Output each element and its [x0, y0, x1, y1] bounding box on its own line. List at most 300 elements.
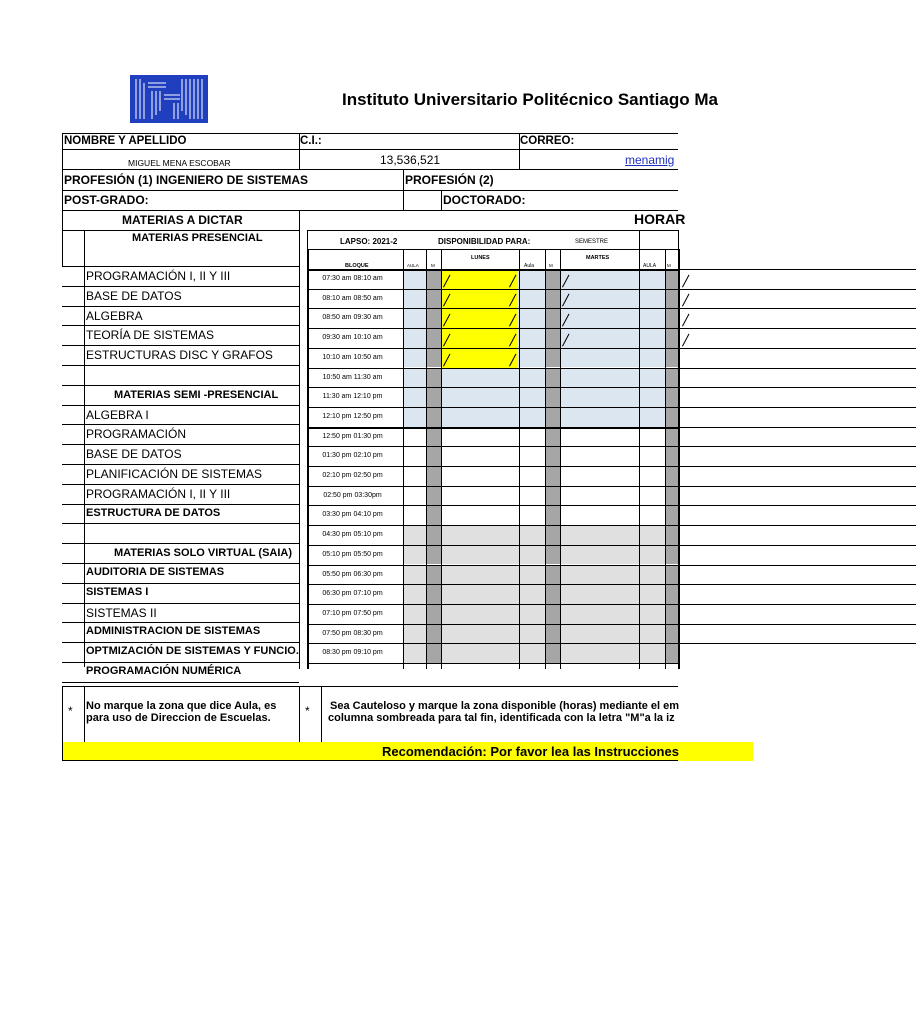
- grid-line: [307, 328, 916, 329]
- subject-item: PROGRAMACIÓN: [86, 427, 187, 442]
- cell-fill: [426, 624, 441, 644]
- cell-fill: [639, 387, 665, 407]
- note-1-line-1: No marque la zona que dice Aula, es: [86, 700, 277, 712]
- grid-line: [62, 190, 678, 191]
- cell-fill: [403, 427, 426, 447]
- grid-line: [62, 325, 299, 326]
- cell-fill: [560, 525, 639, 545]
- cell-fill: [545, 348, 560, 368]
- grid-line: [62, 210, 678, 211]
- profession-1: PROFESIÓN (1) INGENIERO DE SISTEMAS: [64, 173, 309, 187]
- cell-fill: [545, 545, 560, 565]
- cell-fill: [560, 328, 639, 348]
- cell-fill: [639, 545, 665, 565]
- time-slot: 10:50 am 11:30 am: [322, 373, 383, 381]
- cell-fill: [519, 624, 545, 644]
- cell-fill: [665, 427, 679, 447]
- cell-fill: [441, 505, 519, 525]
- grid-line: [307, 289, 916, 290]
- grid-line: [62, 622, 299, 623]
- m-header-2: M: [549, 263, 553, 268]
- cell-fill: [519, 368, 545, 388]
- schedule-sheet: [62, 133, 686, 677]
- cell-fill: [665, 328, 679, 348]
- grid-line: [62, 266, 299, 267]
- cell-fill: [441, 624, 519, 644]
- cell-fill: [441, 446, 519, 466]
- grid-line: [307, 230, 678, 231]
- name-label: NOMBRE Y APELLIDO: [64, 135, 187, 147]
- cell-fill: [403, 328, 426, 348]
- grid-line: [307, 387, 916, 388]
- grid-line: [307, 486, 916, 487]
- cell-fill: [665, 604, 679, 624]
- cell-fill: [403, 604, 426, 624]
- cell-fill: [426, 643, 441, 663]
- grid-line: [307, 249, 678, 250]
- cell-fill: [665, 624, 679, 644]
- cell-fill: [665, 505, 679, 525]
- cell-fill: [403, 269, 426, 289]
- time-slot: 05:10 pm 05:50 pm: [322, 550, 383, 558]
- cell-fill: [519, 643, 545, 663]
- name-value: MIGUEL MENA ESCOBAR: [128, 158, 231, 168]
- cell-fill: [519, 407, 545, 427]
- grid-line: [519, 133, 520, 169]
- grid-line: [62, 306, 299, 307]
- grid-line: [545, 249, 546, 669]
- cell-fill: [441, 387, 519, 407]
- grid-line: [307, 604, 916, 605]
- profession-2: PROFESIÓN (2): [405, 173, 494, 187]
- postgrado-label: POST-GRADO:: [64, 193, 149, 207]
- cell-fill: [665, 643, 679, 663]
- cell-fill: [426, 545, 441, 565]
- grid-line: [307, 308, 916, 309]
- grid-line: [307, 663, 678, 664]
- cell-fill: [519, 486, 545, 506]
- cell-fill: [441, 525, 519, 545]
- cell-fill: [545, 525, 560, 545]
- grid-line: [307, 446, 916, 447]
- cell-fill: [426, 308, 441, 328]
- bloque-label: BLOQUE: [345, 263, 369, 269]
- institution-title: Instituto Universitario Politécnico Santiago Ma: [342, 90, 718, 109]
- grid-line: [307, 505, 916, 506]
- recommendation-text: Recomendación: Por favor lea las Instrucciones: [382, 744, 679, 759]
- cell-fill: [639, 525, 665, 545]
- subject-section-header: MATERIAS SEMI -PRESENCIAL: [114, 388, 279, 401]
- cell-fill: [665, 289, 679, 309]
- cell-fill: [545, 584, 560, 604]
- cell-fill: [560, 624, 639, 644]
- cell-fill: [639, 446, 665, 466]
- university-logo: [130, 75, 208, 123]
- subject-item: SISTEMAS I: [86, 585, 149, 598]
- cell-fill: [639, 604, 665, 624]
- cell-fill: [545, 269, 560, 289]
- doctorado-label: DOCTORADO:: [443, 193, 526, 207]
- cell-fill: [665, 269, 679, 289]
- cell-fill: [441, 604, 519, 624]
- cell-fill: [519, 525, 545, 545]
- grid-line: [62, 642, 299, 643]
- grid-line: [307, 565, 916, 566]
- cell-fill: [639, 308, 665, 328]
- notes-section: [62, 686, 678, 742]
- time-slot: 08:30 pm 09:10 pm: [322, 649, 383, 657]
- cell-fill: [403, 565, 426, 585]
- cell-fill: [441, 407, 519, 427]
- note-bullet-2: *: [305, 704, 310, 718]
- time-slot: 07:10 pm 07:50 pm: [322, 609, 383, 617]
- cell-fill: [403, 308, 426, 328]
- cell-fill: [403, 407, 426, 427]
- subject-item: TEORÍA DE SISTEMAS: [86, 328, 215, 343]
- grid-line: [62, 230, 299, 231]
- grid-line: [62, 424, 299, 425]
- cell-fill: [639, 643, 665, 663]
- grid-line: [62, 133, 678, 134]
- cell-fill: [545, 368, 560, 388]
- subject-item: ALGEBRA: [86, 308, 143, 323]
- subject-section-header: MATERIAS SOLO VIRTUAL (SAIA): [114, 547, 293, 560]
- cell-fill: [403, 584, 426, 604]
- cell-fill: [560, 604, 639, 624]
- grid-line: [403, 249, 404, 669]
- grid-line: [62, 133, 63, 266]
- grid-line: [62, 682, 299, 683]
- cell-fill: [665, 486, 679, 506]
- cell-fill: [560, 348, 639, 368]
- note-2-line-1: Sea Cauteloso y marque la zona disponible (horas) mediante el em: [330, 700, 680, 712]
- cell-fill: [519, 328, 545, 348]
- cell-fill: [545, 328, 560, 348]
- subject-item: PROGRAMACIÓN I, II Y III: [86, 486, 231, 501]
- cell-fill: [519, 565, 545, 585]
- grid-line: [62, 603, 299, 604]
- cell-fill: [426, 427, 441, 447]
- time-slot: 06:30 pm 07:10 pm: [322, 590, 383, 598]
- time-slot: 10:10 am 10:50 am: [322, 353, 383, 361]
- cell-fill: [639, 466, 665, 486]
- cell-fill: [426, 486, 441, 506]
- cell-fill: [560, 387, 639, 407]
- slash-mark: [682, 294, 689, 307]
- cell-fill: [665, 387, 679, 407]
- cell-fill: [403, 466, 426, 486]
- cell-fill: [441, 643, 519, 663]
- cell-fill: [639, 328, 665, 348]
- cell-fill: [426, 387, 441, 407]
- grid-line: [307, 584, 916, 585]
- grid-line: [62, 543, 299, 544]
- cell-fill: [441, 545, 519, 565]
- cell-fill: [665, 308, 679, 328]
- cell-fill: [665, 545, 679, 565]
- email-value: menamig: [625, 153, 675, 167]
- time-slot: 08:10 am 08:50 am: [322, 294, 383, 302]
- cell-fill: [426, 269, 441, 289]
- time-slot: 11:30 am 12:10 pm: [322, 393, 383, 401]
- grid-line: [519, 249, 520, 669]
- cell-fill: [545, 427, 560, 447]
- cell-fill: [426, 446, 441, 466]
- cell-fill: [519, 505, 545, 525]
- grid-line: [62, 504, 299, 505]
- cell-fill: [665, 348, 679, 368]
- subject-item: ESTRUCTURA DE DATOS: [86, 506, 221, 519]
- time-slot: 01:30 pm 02:10 pm: [322, 452, 383, 460]
- grid-line: [299, 210, 300, 669]
- cell-fill: [545, 643, 560, 663]
- time-slot: 03:30 pm 04:10 pm: [322, 511, 383, 519]
- time-slot: 04:30 pm 05:10 pm: [322, 531, 383, 539]
- grid-line: [678, 249, 680, 669]
- time-slot: 05:50 pm 06:30 pm: [322, 570, 383, 578]
- cell-fill: [426, 584, 441, 604]
- subject-item: PROGRAMACIÓN I, II Y III: [86, 269, 231, 283]
- cell-fill: [545, 387, 560, 407]
- cell-fill: [426, 505, 441, 525]
- grid-line: [299, 133, 300, 169]
- cell-fill: [519, 387, 545, 407]
- note-2-line-2: columna sombreada para tal fin, identificada con la letra "M"a la iz: [328, 712, 675, 724]
- m-header-1: M: [431, 263, 435, 268]
- cell-fill: [665, 584, 679, 604]
- cell-fill: [545, 308, 560, 328]
- ci-label: C.I.:: [300, 135, 322, 147]
- grid-line: [678, 230, 679, 250]
- slash-mark: [682, 333, 689, 346]
- grid-line: [62, 444, 299, 445]
- cell-fill: [545, 407, 560, 427]
- cell-fill: [441, 565, 519, 585]
- cell-fill: [441, 466, 519, 486]
- cell-fill: [519, 348, 545, 368]
- grid-line: [307, 230, 308, 250]
- cell-fill: [545, 565, 560, 585]
- cell-fill: [560, 545, 639, 565]
- cell-fill: [403, 368, 426, 388]
- grid-line: [307, 407, 916, 408]
- cell-fill: [560, 466, 639, 486]
- cell-fill: [560, 368, 639, 388]
- semestre-label: SEMESTRE: [575, 239, 609, 245]
- cell-fill: [441, 584, 519, 604]
- grid-line: [639, 230, 640, 250]
- time-slot: 07:50 pm 08:30 pm: [322, 629, 383, 637]
- time-slot: 08:50 am 09:30 am: [322, 314, 383, 322]
- grid-line: [307, 269, 678, 271]
- note-bullet-1: *: [68, 704, 73, 718]
- cell-fill: [403, 545, 426, 565]
- cell-fill: [519, 269, 545, 289]
- cell-fill: [519, 584, 545, 604]
- cell-fill: [665, 565, 679, 585]
- cell-fill: [560, 308, 639, 328]
- cell-fill: [560, 407, 639, 427]
- cell-fill: [403, 643, 426, 663]
- subject-item: ADMINISTRACION DE SISTEMAS: [86, 625, 261, 638]
- cell-fill: [426, 466, 441, 486]
- cell-fill: [426, 604, 441, 624]
- grid-line: [307, 466, 916, 467]
- cell-fill: [545, 486, 560, 506]
- cell-fill: [519, 289, 545, 309]
- disponibilidad-label: DISPONIBILIDAD PARA:: [438, 237, 531, 246]
- aula-header-1: AULA: [407, 263, 419, 268]
- grid-line: [307, 545, 916, 546]
- cell-fill: [560, 505, 639, 525]
- subject-item: OPTMIZACIÓN DE SISTEMAS Y FUNCIO.: [86, 645, 299, 658]
- cell-fill: [403, 446, 426, 466]
- grid-line: [62, 405, 299, 406]
- cell-fill: [519, 446, 545, 466]
- subject-item: BASE DE DATOS: [86, 288, 182, 303]
- grid-line: [307, 427, 678, 429]
- cell-fill: [426, 407, 441, 427]
- schedule-title: HORAR: [634, 211, 686, 227]
- cell-fill: [519, 308, 545, 328]
- cell-fill: [639, 486, 665, 506]
- note-1-line-2: para uso de Direccion de Escuelas.: [86, 712, 271, 724]
- grid-line: [62, 385, 299, 386]
- subject-item: PROGRAMACIÓN NUMÉRICA: [86, 665, 242, 677]
- cell-fill: [403, 505, 426, 525]
- university-logo-icon: [130, 75, 208, 123]
- email-label: CORREO:: [520, 135, 575, 147]
- cell-fill: [560, 269, 639, 289]
- cell-fill: [403, 525, 426, 545]
- cell-fill: [426, 565, 441, 585]
- grid-line: [62, 662, 299, 663]
- cell-fill: [639, 427, 665, 447]
- grid-line: [665, 249, 666, 669]
- subject-item: SISTEMAS II: [86, 605, 157, 620]
- cell-fill: [441, 486, 519, 506]
- subject-item: AUDITORIA DE SISTEMAS: [86, 566, 225, 578]
- cell-fill: [639, 624, 665, 644]
- grid-line: [441, 249, 442, 669]
- cell-fill: [639, 505, 665, 525]
- martes-header: MARTES: [586, 255, 610, 261]
- time-slot: 07:30 am 08:10 am: [322, 275, 383, 282]
- slash-mark: [682, 314, 689, 327]
- cell-fill: [426, 348, 441, 368]
- grid-line: [62, 286, 299, 287]
- cell-fill: [403, 387, 426, 407]
- grid-line: [441, 190, 442, 210]
- cell-fill: [545, 466, 560, 486]
- grid-line: [307, 643, 916, 644]
- cell-fill: [665, 407, 679, 427]
- cell-fill: [560, 584, 639, 604]
- cell-fill: [545, 505, 560, 525]
- subject-item: PLANIFICACIÓN DE SISTEMAS: [86, 467, 263, 481]
- lunes-header: LUNES: [471, 255, 490, 261]
- recommendation-bar: [62, 742, 753, 761]
- cell-fill: [426, 368, 441, 388]
- cell-fill: [441, 427, 519, 447]
- cell-fill: [403, 624, 426, 644]
- cell-fill: [426, 289, 441, 309]
- cell-fill: [560, 289, 639, 309]
- subjects-title: MATERIAS A DICTAR: [122, 213, 243, 227]
- cell-fill: [639, 565, 665, 585]
- ci-value: 13,536,521: [380, 153, 441, 167]
- cell-fill: [560, 565, 639, 585]
- grid-line: [62, 484, 299, 485]
- m-header-3: M: [667, 263, 671, 268]
- cell-fill: [560, 486, 639, 506]
- cell-fill: [665, 368, 679, 388]
- cell-fill: [545, 446, 560, 466]
- lapso-label: LAPSO: 2021-2: [340, 237, 398, 246]
- grid-line: [62, 345, 299, 346]
- cell-fill: [639, 368, 665, 388]
- grid-line: [307, 624, 916, 625]
- subject-item: BASE DE DATOS: [86, 447, 182, 462]
- grid-line: [307, 348, 916, 349]
- cell-fill: [519, 604, 545, 624]
- grid-line: [62, 149, 678, 150]
- grid-line: [426, 249, 427, 669]
- cell-fill: [426, 525, 441, 545]
- cell-fill: [403, 348, 426, 368]
- grid-line: [560, 249, 561, 669]
- grid-line: [62, 563, 299, 564]
- presencial-header: MATERIAS PRESENCIAL: [132, 232, 263, 244]
- grid-line: [307, 368, 916, 369]
- grid-line: [62, 583, 299, 584]
- cell-fill: [519, 545, 545, 565]
- cell-fill: [639, 348, 665, 368]
- grid-line: [62, 365, 299, 366]
- cell-fill: [560, 427, 639, 447]
- subject-item: ESTRUCTURAS DISC Y GRAFOS: [86, 348, 273, 363]
- grid-line: [62, 169, 678, 170]
- cell-fill: [403, 486, 426, 506]
- cell-fill: [403, 289, 426, 309]
- cell-fill: [441, 368, 519, 388]
- grid-line: [84, 230, 85, 667]
- time-slot: 12:10 pm 12:50 pm: [322, 412, 383, 420]
- cell-fill: [545, 624, 560, 644]
- grid-line: [307, 525, 916, 526]
- cell-fill: [519, 427, 545, 447]
- slash-mark: [682, 274, 689, 287]
- cell-fill: [560, 446, 639, 466]
- cell-fill: [665, 466, 679, 486]
- time-slot: 02:10 pm 02:50 pm: [322, 472, 383, 479]
- cell-fill: [665, 525, 679, 545]
- cell-fill: [639, 584, 665, 604]
- aula-header-3: AULA: [643, 263, 657, 269]
- grid-line: [62, 523, 299, 524]
- time-slot: 02:50 pm 03:30pm: [323, 491, 382, 499]
- cell-fill: [639, 269, 665, 289]
- aula-header-2: Aula: [524, 263, 535, 269]
- cell-fill: [545, 604, 560, 624]
- cell-fill: [519, 466, 545, 486]
- lunes-available-highlight: [441, 269, 517, 368]
- grid-line: [639, 249, 640, 669]
- cell-fill: [639, 289, 665, 309]
- cell-fill: [426, 328, 441, 348]
- cell-fill: [639, 407, 665, 427]
- time-slot: 12:50 pm 01:30 pm: [322, 432, 383, 440]
